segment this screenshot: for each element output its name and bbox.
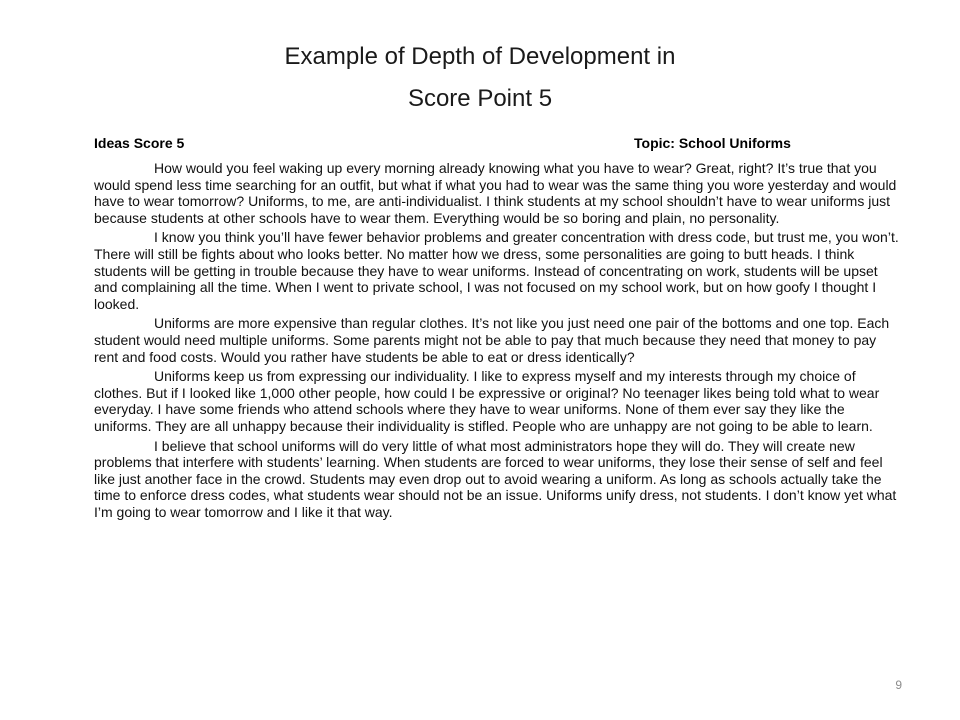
- essay-paragraph-5: I believe that school uniforms will do very little of what most administrators hope they will do. They will create new problems that interfere with students’ learning. When students are forced to wear uniforms, they lose their sense of self and feel like just another face in the crowd. Students may even drop out to avoid wearing a uniform. As long as schools actually take the time to enforce dress codes, what students wear should not be an issue. Uniforms unify dress, not students. I don’t know yet what I’m going to wear tomorrow and I like it that way.: [94, 437, 897, 520]
- slide-title: [80, 36, 880, 120]
- essay-paragraph-4: Uniforms keep us from expressing our individuality. I like to express myself and my interests through my choice of clothes. But if I looked like 1,000 other people, how could I be expressive or original? No teenager likes being told what to wear everyday. I have some friends who attend schools where they have to wear uniforms. None of them ever say they like the uniforms. They are all unhappy because their individuality is stifled. People who are unhappy are not going to be able to learn.: [94, 368, 880, 434]
- slide-title-line-2: Score Point 5: [407, 85, 553, 112]
- topic-label: Topic: School Uniforms: [634, 135, 791, 151]
- essay-body: [94, 160, 902, 523]
- ideas-score-label: Ideas Score 5: [94, 135, 185, 151]
- essay-paragraph-3: Uniforms are more expensive than regular clothes. It’s not like you just need one pair of the bottoms and one top. Each student would need multiple uniforms. Some parents might not be able to pay that much because they need that money to pay rent and food costs. Would you rather have students be able to eat or dress identically?: [94, 315, 890, 365]
- slide-title-line-1: Example of Depth of Development in: [284, 43, 676, 70]
- essay-paragraph-1: How would you feel waking up every morning already knowing what you have to wear? Great, right? It’s true that you would spend less time searching for an outfit, but what if what you had to wear was the same thing you wore yesterday and would have to wear tomorrow? Uniforms, to me, are anti-individualist. I think students at my school shouldn’t have to wear uniforms just because students at other schools have to wear them. Everything would be so boring and plain, no personality.: [94, 160, 897, 226]
- page-number: 9: [895, 678, 902, 692]
- essay-paragraph-2: I know you think you’ll have fewer behavior problems and greater concentration with dress code, but trust me, you won’t. There will still be fights about who looks better. No matter how we dress, some personalities are going to butt heads. I think students will be getting in trouble because they have to wear uniforms. Instead of concentrating on work, students will be upset and complaining all the time. When I went to private school, I was not focused on my school work, but on how goofy I thought I looked.: [94, 229, 899, 312]
